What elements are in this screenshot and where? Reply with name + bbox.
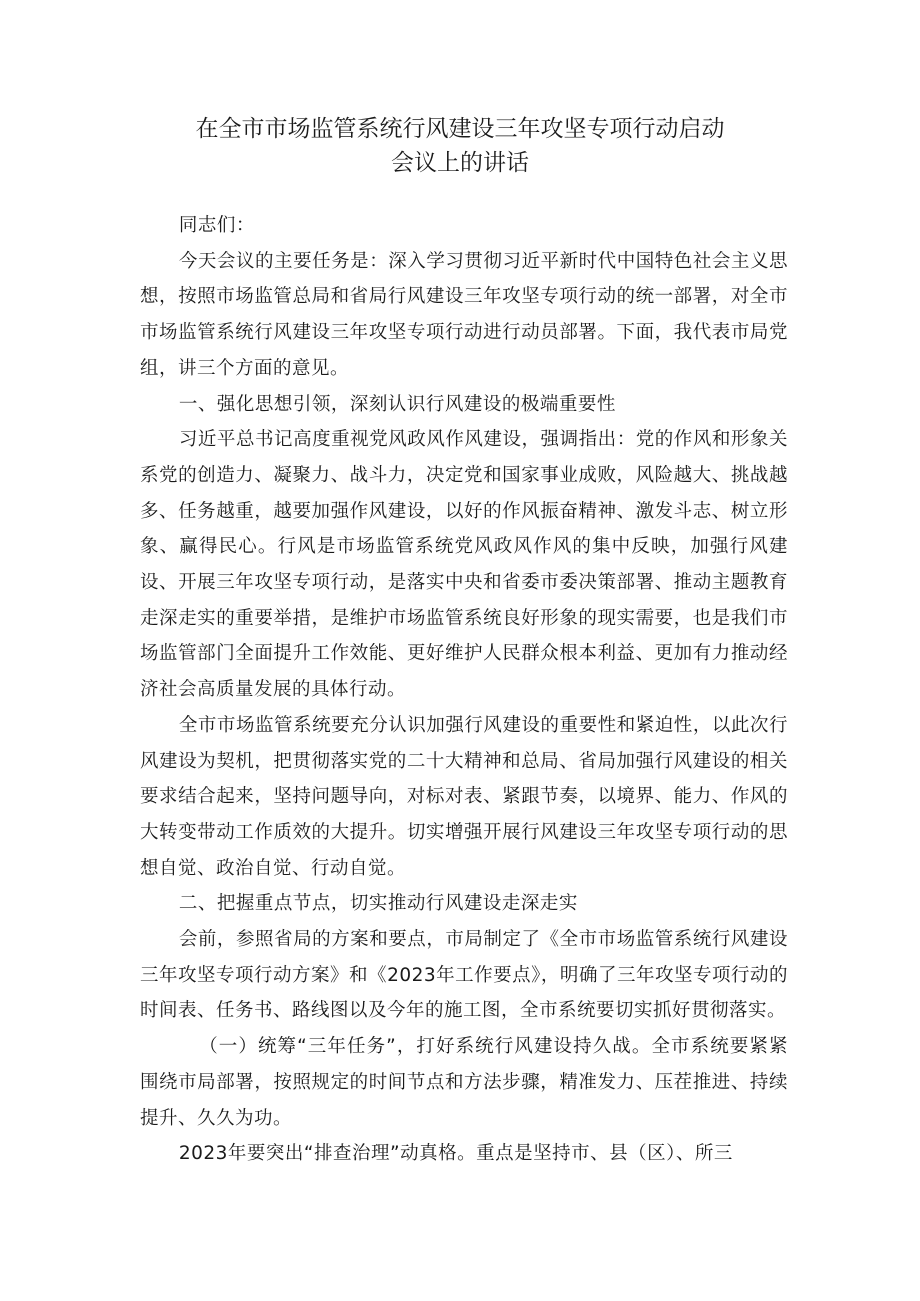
section-heading-1: 一、强化思想引领，深刻认识行风建设的极端重要性 bbox=[178, 393, 616, 415]
paragraph: 会前，参照省局的方案和要点，市局制定了《全市市场监管系统行风建设三年攻坚专项行动方案》和《2023年工作要点》，明确了三年攻坚专项行动的时间表、任务书、路线图以及今年的施工图，全市系统要切实抓好贯彻落实。 bbox=[140, 929, 788, 1022]
document-body bbox=[140, 208, 788, 1172]
paragraph: 2023年要突出“排查治理”动真格。重点是坚持市、县（区）、所三 bbox=[178, 1143, 733, 1165]
paragraph: 全市市场监管系统要充分认识加强行风建设的重要性和紧迫性，以此次行风建设为契机，把贯彻落实党的二十大精神和总局、省局加强行风建设的相关要求结合起来，坚持问题导向，对标对表、紧跟节奏，以境界、能力、作风的大转变带动工作质效的大提升。切实增强开展行风建设三年攻坚专项行动的思想自觉、政治自觉、行动自觉。 bbox=[140, 714, 788, 879]
salutation: 同志们： bbox=[178, 215, 255, 236]
paragraph-intro: 今天会议的主要任务是：深入学习贯彻习近平新时代中国特色社会主义思想，按照市场监管总局和省局行风建设三年攻坚专项行动的统一部署，对全市市场监管系统行风建设三年攻坚专项行动进行动员部署。下面，我代表市局党组，讲三个方面的意见。 bbox=[140, 250, 788, 379]
paragraph: 习近平总书记高度重视党风政风作风建设，强调指出：党的作风和形象关系党的创造力、凝聚力、战斗力，决定党和国家事业成败，风险越大、挑战越多、任务越重，越要加强作风建设，以好的作风振奋精神、激发斗志、树立形象、赢得民心。行风是市场监管系统党风政风作风的集中反映，加强行风建设、开展三年攻坚专项行动，是落实中央和省委市委决策部署、推动主题教育走深走实的重要举措，是维护市场监管系统良好形象的现实需要，也是我们市场监管部门全面提升工作效能、更好维护人民群众根本利益、更加有力推动经济社会高质量发展的具体行动。 bbox=[140, 429, 788, 701]
sub-heading-paragraph: （一）统筹“三年任务”，打好系统行风建设持久战。全市系统要紧紧围绕市局部署，按照规定的时间节点和方法步骤，精准发力、压茬推进、持续提升、久久为功。 bbox=[140, 1036, 788, 1129]
document-title-line1: 在全市市场监管系统行风建设三年攻坚专项行动启动 bbox=[195, 116, 725, 142]
document-title-line2: 会议上的讲话 bbox=[391, 150, 529, 176]
section-heading-2: 二、把握重点节点，切实推动行风建设走深走实 bbox=[178, 893, 578, 915]
